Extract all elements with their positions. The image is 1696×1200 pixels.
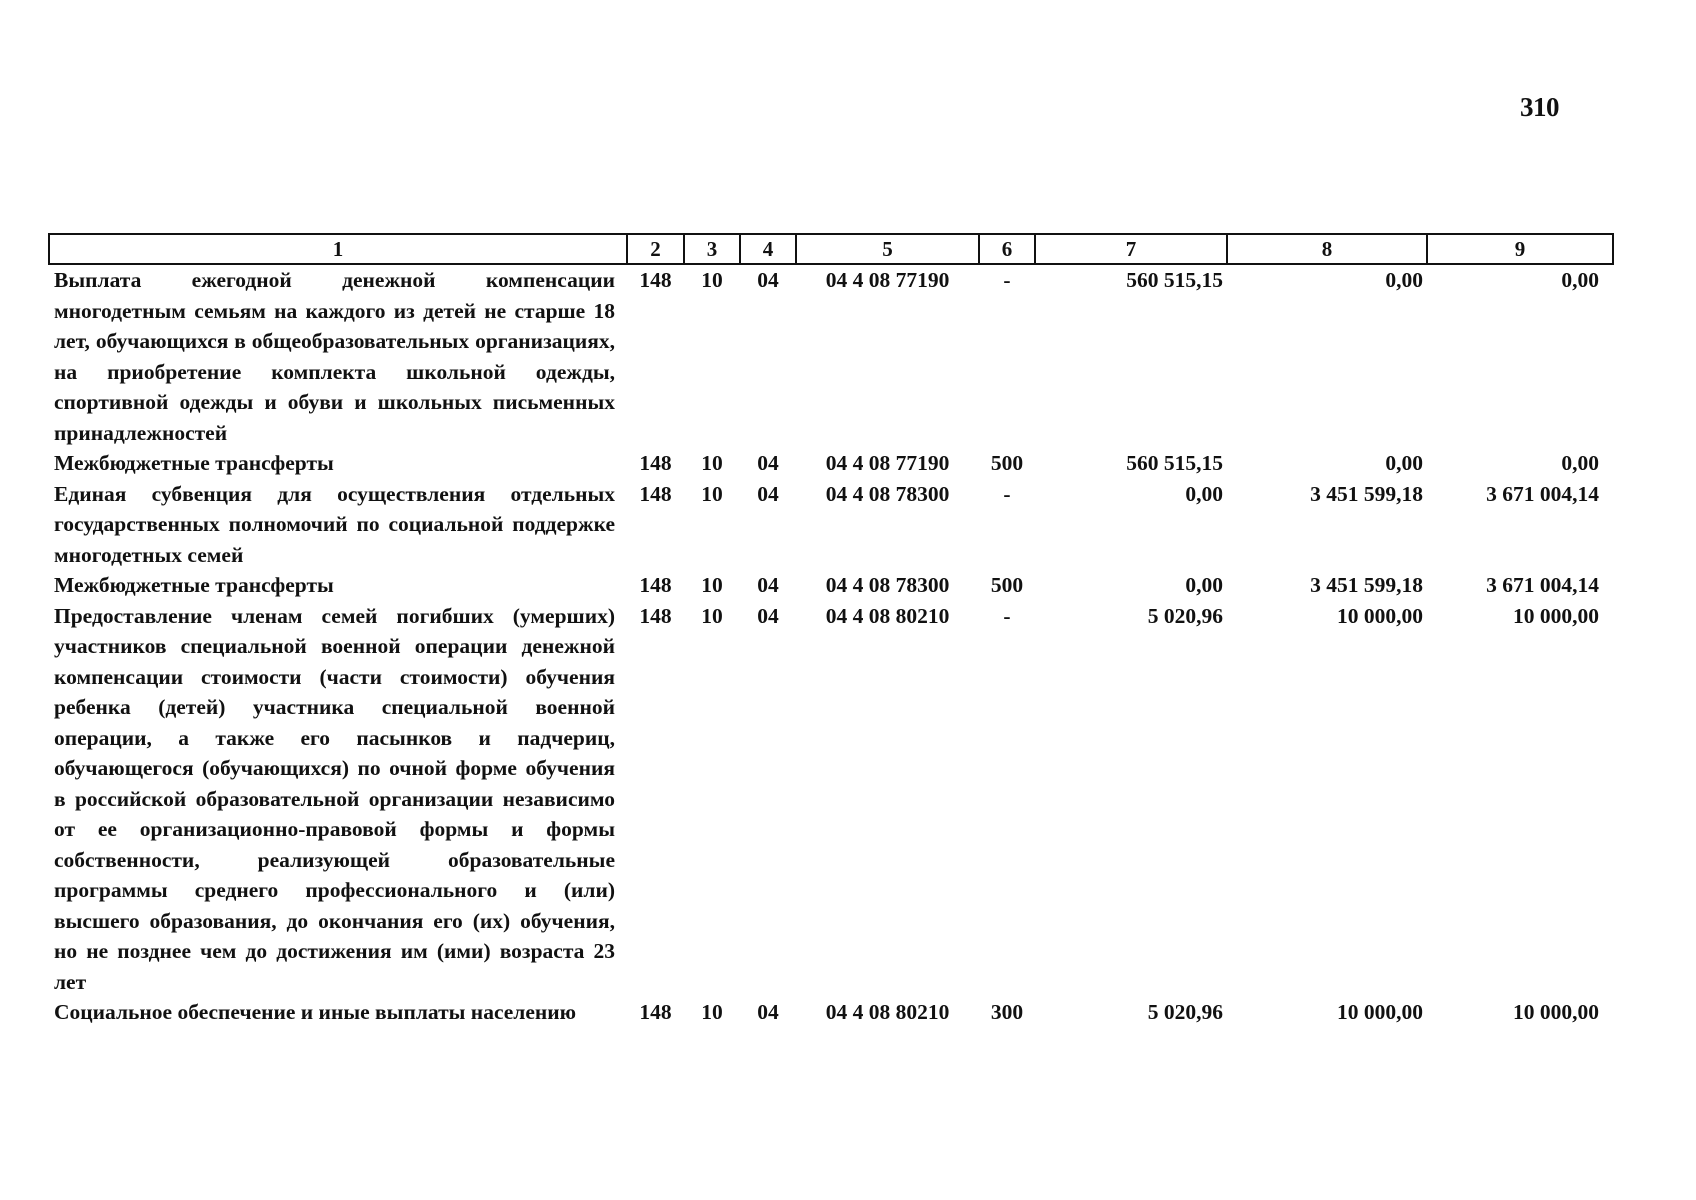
table-row xyxy=(49,601,1613,998)
row-amount-7: 0,00 xyxy=(1185,481,1223,506)
row-code-6: 300 xyxy=(990,1000,1024,1024)
row-name: Социальное обеспечение и иные выплаты населению xyxy=(54,1000,577,1024)
row-code-5: 04 4 08 78300 xyxy=(825,573,950,597)
row-name: Предоставление членам семей погибших (умерших) участников специальной военной операции денежной компенсации стоимости (части стоимости) обучения ребенка (детей) участника специальной военной операции, а также его пасынков и падчериц, обучающегося (обучающихся) по очной форме обучения в российской образовательной организации независимо от ее организационно-правовой формы и формы собственности, реализующей образовательные программы среднего профессионального и (или) высшего образования, до окончания его (их) обучения, но не позднее чем до достижения им (ими) возраста 23 лет xyxy=(54,603,615,994)
row-amount-9: 0,00 xyxy=(1561,268,1599,292)
row-code-4: 04 xyxy=(757,451,779,475)
row-code-6: 500 xyxy=(990,573,1024,597)
row-code-5: 04 4 08 78300 xyxy=(825,481,950,506)
row-amount-8: 3 451 599,18 xyxy=(1310,481,1423,506)
row-code-3: 10 xyxy=(701,481,723,506)
table-row xyxy=(49,479,1613,571)
column-header: 2 xyxy=(627,234,684,264)
row-code-4: 04 xyxy=(757,481,779,506)
row-code-5: 04 4 08 77190 xyxy=(825,268,950,292)
row-code-3: 10 xyxy=(701,451,723,475)
row-name: Межбюджетные трансферты xyxy=(54,451,334,475)
row-amount-9: 0,00 xyxy=(1561,451,1599,475)
row-code-2: 148 xyxy=(639,603,672,628)
column-header: 7 xyxy=(1035,234,1227,264)
row-code-4: 04 xyxy=(757,1000,779,1024)
row-amount-8: 10 000,00 xyxy=(1337,603,1423,628)
column-header: 3 xyxy=(684,234,740,264)
row-name: Выплата ежегодной денежной компенсации многодетным семьям на каждого из детей не старше 18 лет, обучающихся в общеобразовательных организациях, на приобретение комплекта школьной одежды, спортивной одежды и обуви и школьных письменных принадлежностей xyxy=(54,268,615,445)
row-code-4: 04 xyxy=(757,573,779,597)
row-code-2: 148 xyxy=(639,1000,672,1024)
row-code-3: 10 xyxy=(701,603,723,628)
column-header: 6 xyxy=(979,234,1035,264)
row-code-6: - xyxy=(1003,603,1011,628)
column-header: 8 xyxy=(1227,234,1427,264)
table-row xyxy=(49,264,1613,448)
row-code-6: 500 xyxy=(990,451,1024,475)
row-code-6: - xyxy=(1003,481,1011,506)
column-header: 5 xyxy=(796,234,979,264)
table-row xyxy=(49,448,1613,479)
row-amount-9: 10 000,00 xyxy=(1513,603,1599,628)
header-row xyxy=(49,234,1613,264)
row-code-2: 148 xyxy=(639,451,672,475)
table-row xyxy=(49,997,1613,1028)
row-amount-8: 0,00 xyxy=(1385,268,1423,292)
row-amount-8: 0,00 xyxy=(1385,451,1423,475)
row-code-2: 148 xyxy=(639,268,672,292)
row-amount-7: 0,00 xyxy=(1185,573,1223,597)
row-code-5: 04 4 08 80210 xyxy=(825,1000,950,1024)
row-amount-8: 3 451 599,18 xyxy=(1310,573,1423,597)
row-name: Межбюджетные трансферты xyxy=(54,573,334,597)
row-code-4: 04 xyxy=(757,268,779,292)
row-amount-7: 5 020,96 xyxy=(1147,1000,1223,1024)
row-code-3: 10 xyxy=(701,268,723,292)
table-row xyxy=(49,570,1613,601)
row-code-5: 04 4 08 80210 xyxy=(825,603,950,628)
column-header: 9 xyxy=(1427,234,1613,264)
row-amount-8: 10 000,00 xyxy=(1337,1000,1423,1024)
row-code-6: - xyxy=(1003,268,1011,292)
page-number: 310 xyxy=(1520,92,1559,122)
column-header: 1 xyxy=(49,234,627,264)
row-amount-9: 10 000,00 xyxy=(1513,1000,1599,1024)
row-amount-9: 3 671 004,14 xyxy=(1486,481,1599,506)
row-name: Единая субвенция для осуществления отдельных государственных полномочий по социальной поддержке многодетных семей xyxy=(54,481,615,567)
row-code-3: 10 xyxy=(701,1000,723,1024)
row-amount-7: 560 515,15 xyxy=(1126,268,1223,292)
row-code-2: 148 xyxy=(639,481,672,506)
row-code-5: 04 4 08 77190 xyxy=(825,451,950,475)
row-code-4: 04 xyxy=(757,603,779,628)
row-code-2: 148 xyxy=(639,573,672,597)
row-amount-7: 5 020,96 xyxy=(1147,603,1223,628)
budget-table xyxy=(48,233,1614,1028)
row-code-3: 10 xyxy=(701,573,723,597)
row-amount-7: 560 515,15 xyxy=(1126,451,1223,475)
row-amount-9: 3 671 004,14 xyxy=(1486,573,1599,597)
column-header: 4 xyxy=(740,234,796,264)
